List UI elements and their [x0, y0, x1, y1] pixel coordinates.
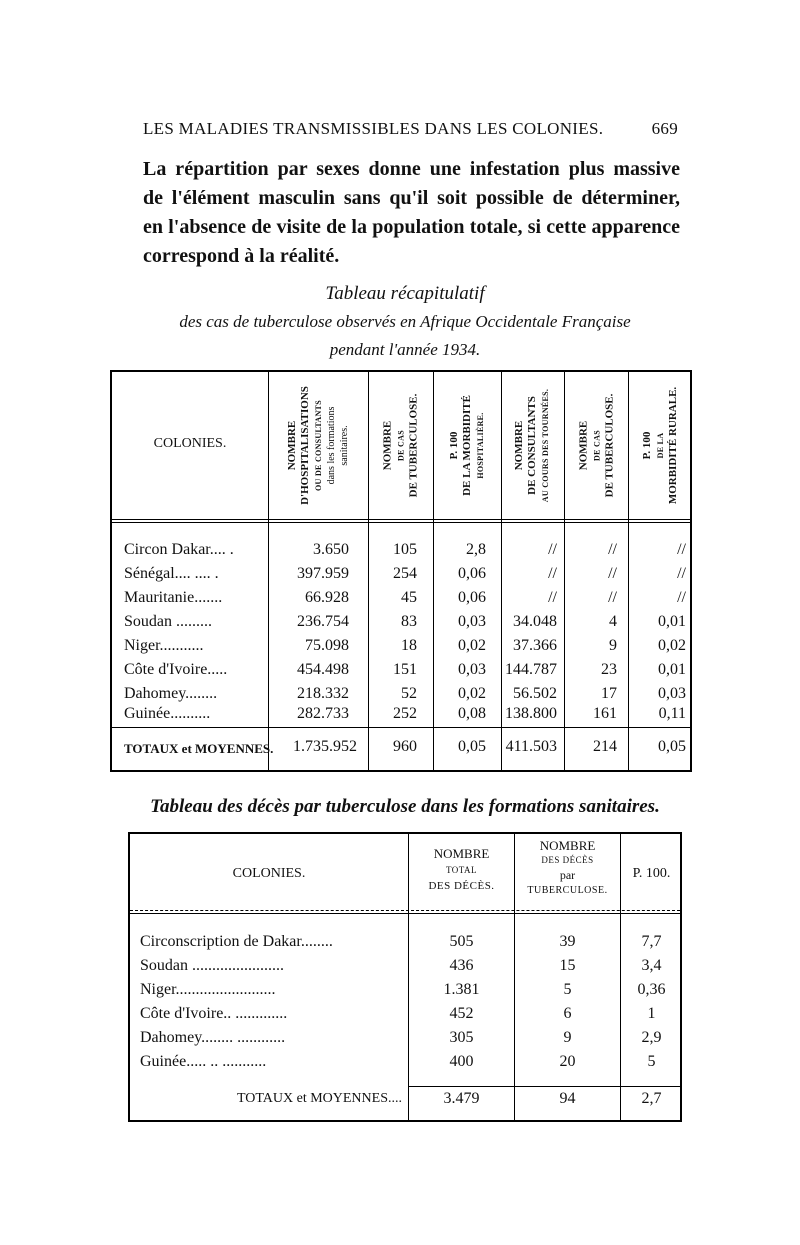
table2-total: 2,7: [641, 1090, 662, 1107]
table1-cell: 161: [593, 705, 617, 722]
page-number: 669: [651, 119, 678, 138]
paragraph-line: correspond à la réalité.: [143, 245, 340, 267]
table1-total: 960: [393, 738, 417, 755]
table2-cell: 0,36: [637, 981, 666, 998]
table1-cell: //: [548, 589, 557, 606]
table2-caption: Tableau des décès par tuberculose dans les formations sanitaires.: [150, 796, 660, 817]
table1-cell: 34.048: [513, 613, 557, 630]
table2-cell: 5: [647, 1053, 656, 1070]
table1-cell: 138.800: [505, 705, 557, 722]
table1-cell: 0,08: [458, 705, 486, 722]
table1-cell: 52: [401, 685, 417, 702]
table1-cell: 254: [393, 565, 417, 582]
table1-cell: //: [608, 541, 617, 558]
table1-total: 411.503: [505, 738, 557, 755]
table1-total: 0,05: [658, 738, 686, 755]
table1-row-colony: Sénégal.... .... .: [124, 565, 219, 582]
table2-row-colony: Côte d'Ivoire.. .............: [140, 1005, 288, 1022]
table1-cell: 0,01: [658, 613, 686, 630]
table1-cell: 0,02: [458, 637, 486, 654]
table2-header-deces-tuberculose: NOMBRE DES DÉCÈS par TUBERCULOSE.: [527, 838, 608, 896]
table1-cell: 0,01: [658, 661, 686, 678]
table1-cell: //: [677, 541, 686, 558]
table1-cell: 18: [401, 637, 417, 654]
table2-header-total-deces: NOMBRE TOTAL DES DÉCÈS.: [428, 846, 495, 892]
paragraph-line: de l'élément masculin sans qu'il soit possible de déterminer,: [143, 187, 680, 209]
table1-row-colony: Côte d'Ivoire.....: [124, 661, 228, 678]
table1-header-colonies: COLONIES.: [153, 436, 227, 451]
table1-header-consultants-tournees: NOMBRE DE CONSULTANTS AU COURS DES TOURNÉES.: [513, 388, 551, 503]
table1-caption-year: pendant l'année 1934.: [329, 340, 481, 359]
table2-cell: 436: [449, 957, 474, 974]
table1-caption-subtitle: des cas de tuberculose observés en Afrique Occidentale Française: [179, 312, 631, 331]
table1-header-cas-hospital: NOMBRE DE CAS DE TUBERCULOSE.: [381, 393, 420, 498]
table1-row-colony: Niger...........: [124, 637, 204, 654]
table1-cell: //: [608, 565, 617, 582]
table1-cell: //: [548, 565, 557, 582]
table1-cell: 37.366: [513, 637, 557, 654]
table2-row-colony: Niger.........................: [140, 981, 276, 998]
table1-total: 0,05: [458, 738, 486, 755]
table1-cell: 218.332: [297, 685, 349, 702]
table1-cell: 0,06: [458, 565, 486, 582]
table1-row-colony: Guinée..........: [124, 705, 211, 722]
table2-cell: 1: [647, 1005, 656, 1022]
table1-cell: 236.754: [297, 613, 349, 630]
table1-cell: 397.959: [297, 565, 349, 582]
paragraph-line: La répartition par sexes donne une infestation plus massive: [143, 158, 680, 180]
table1-cell: 83: [401, 613, 417, 630]
table1-cell: 75.098: [305, 637, 349, 654]
table1-row-colony: Dahomey........: [124, 685, 218, 702]
table1-total: 214: [593, 738, 617, 755]
table1-cell: 66.928: [305, 589, 349, 606]
table2-cell: 9: [563, 1029, 572, 1046]
table1-cell: 282.733: [297, 705, 349, 722]
table2-header-p100: P. 100.: [632, 866, 671, 881]
running-head: [143, 119, 678, 139]
table1-tuberculosis-summary: [110, 370, 692, 772]
table1-cell: 252: [393, 705, 417, 722]
table1-cell: 17: [601, 685, 617, 702]
table2-total: 94: [559, 1090, 576, 1107]
table1-cell: 56.502: [513, 685, 557, 702]
table1-cell: 0,03: [458, 661, 486, 678]
table1-cell: //: [608, 589, 617, 606]
table1-caption-title: Tableau récapitulatif: [325, 283, 485, 304]
table2-header-colonies: COLONIES.: [232, 866, 306, 881]
table2-row-colony: Dahomey........ ............: [140, 1029, 286, 1046]
table2-cell: 5: [563, 981, 572, 998]
table1-cell: 0,03: [658, 685, 686, 702]
table2-cell: 305: [449, 1029, 474, 1046]
table2-row-colony: Circonscription de Dakar........: [140, 933, 333, 950]
table2-cell: 400: [449, 1053, 474, 1070]
table1-row-colony: Mauritanie.......: [124, 589, 223, 606]
body-paragraph: [143, 155, 680, 271]
table1-header-morbidite-rurale: P. 100 DE LA MORBIDITÉ RURALE.: [641, 386, 680, 505]
table1-cell: //: [548, 541, 557, 558]
table2-cell: 39: [559, 933, 576, 950]
table1-cell: 0,11: [658, 705, 686, 722]
table1-cell: 3.650: [313, 541, 349, 558]
table1-cell: 105: [393, 541, 417, 558]
table1-cell: 2,8: [466, 541, 486, 558]
table2-deaths-tuberculosis: [128, 832, 682, 1122]
table2-cell: 2,9: [641, 1029, 662, 1046]
table2-cell: 505: [449, 933, 474, 950]
running-head-title: LES MALADIES TRANSMISSIBLES DANS LES COLONIES.: [143, 119, 604, 138]
table1-cell: 45: [401, 589, 417, 606]
table1-cell: 0,06: [458, 589, 486, 606]
table1-totals-label: TOTAUX et MOYENNES.: [124, 741, 274, 756]
paragraph-line: en l'absence de visite de la population totale, si cette apparence: [143, 216, 680, 238]
table1-cell: 4: [609, 613, 617, 630]
table2-cell: 15: [559, 957, 576, 974]
table1-cell: 0,02: [658, 637, 686, 654]
table2-cell: 6: [563, 1005, 572, 1022]
table2-row-colony: Soudan .......................: [140, 957, 284, 974]
table1-total: 1.735.952: [293, 738, 357, 755]
table2-cell: 1.381: [443, 981, 480, 998]
table2-cell: 452: [449, 1005, 474, 1022]
table1-cell: 454.498: [297, 661, 349, 678]
table2-row-colony: Guinée..... .. ...........: [140, 1053, 267, 1070]
table1-cell: //: [677, 589, 686, 606]
table1-header-morbidite-hospitaliere: P. 100 DE LA MORBIDITÉ HOSPITALIÈRE.: [448, 395, 486, 496]
table1-cell: 9: [609, 637, 617, 654]
table2-cell: 7,7: [641, 933, 662, 950]
table1-row-colony: Circon Dakar.... .: [124, 541, 234, 558]
table2-cell: 20: [559, 1053, 576, 1070]
table2-cell: 3,4: [641, 957, 662, 974]
table1-header-cas-rural: NOMBRE DE CAS DE TUBERCULOSE.: [577, 393, 615, 498]
table1-cell: 0,02: [458, 685, 486, 702]
table1-header-hospitalisations: NOMBRE D'HOSPITALISATIONS OU DE CONSULTANTS dans les formations sanitaires.: [286, 386, 351, 505]
table1-cell: 144.787: [505, 661, 557, 678]
table1-row-colony: Soudan .........: [124, 613, 212, 630]
table1-cell: 0,03: [458, 613, 486, 630]
table2-total: 3.479: [443, 1090, 480, 1107]
table2-totals-label: TOTAUX et MOYENNES....: [236, 1091, 402, 1106]
table1-cell: 23: [601, 661, 617, 678]
table1-cell: 151: [393, 661, 417, 678]
table1-cell: //: [677, 565, 686, 582]
